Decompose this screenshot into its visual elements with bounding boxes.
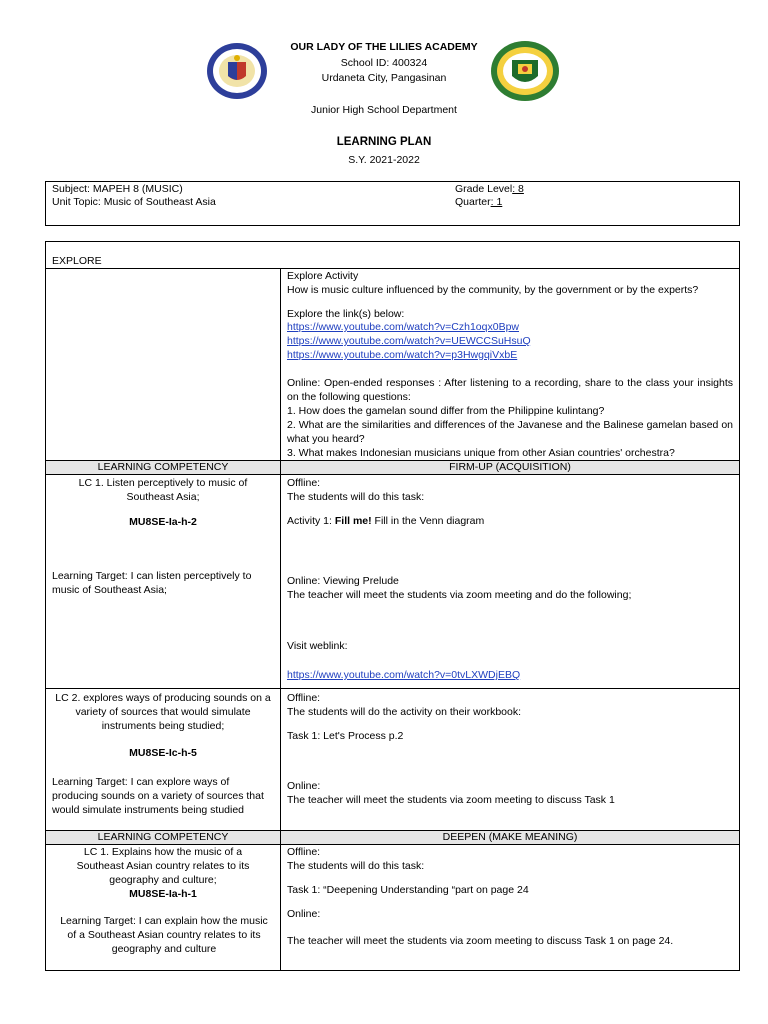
row-divider: [45, 268, 740, 269]
firmup-lc-header: LEARNING COMPETENCY: [97, 461, 229, 473]
deepen-task: The students will do this task:: [287, 860, 425, 872]
firmup-lc2-target: Learning Target: I can explore ways of producing sounds on a variety of sources that would simulate instruments being studied: [52, 776, 264, 816]
department: Junior High School Department: [311, 104, 457, 116]
deepen-activity: Task 1: “Deepening Understanding “part on page 24: [287, 884, 529, 896]
column-divider: [280, 268, 281, 971]
deepen-lc1-code: MU8SE-Ia-h-1: [129, 888, 197, 900]
firmup-r1-task: The students will do this task:: [287, 491, 425, 503]
firmup-lc1-text: LC 1. Listen perceptively to music of Southeast Asia;: [78, 477, 248, 503]
quarter-value: : 1: [490, 196, 503, 208]
explore-link-2[interactable]: https://www.youtube.com/watch?v=UEWCCSuHsuQ: [287, 335, 531, 347]
firmup-r2-online: Online:: [287, 780, 321, 792]
explore-activity-title: Explore Activity: [287, 270, 359, 282]
school-year: S.Y. 2021-2022: [348, 154, 420, 166]
deepen-lc-header: LEARNING COMPETENCY: [97, 831, 229, 843]
school-id: School ID: 400324: [340, 57, 428, 69]
firmup-r1-teacher: The teacher will meet the students via zoom meeting and do the following;: [287, 589, 632, 601]
unit-topic: Unit Topic: Music of Southeast Asia: [52, 196, 216, 208]
firmup-r2-task: The students will do the activity on their workbook:: [287, 706, 522, 718]
subject: Subject: MAPEH 8 (MUSIC): [52, 183, 183, 195]
deepen-lc1-text: LC 1. Explains how the music of a Southeast Asian country relates to its geography and culture;: [76, 846, 250, 886]
explore-link-1[interactable]: https://www.youtube.com/watch?v=Czh1oqx0Bpw: [287, 321, 519, 333]
firmup-r1-visit: Visit weblink:: [287, 640, 348, 652]
firmup-r1-link[interactable]: https://www.youtube.com/watch?v=0tvLXWDjEBQ: [287, 669, 521, 681]
row-divider: [45, 688, 740, 689]
activity-prefix: Activity 1:: [287, 515, 335, 527]
firmup-lc2-code: MU8SE-Ic-h-5: [129, 747, 197, 759]
deepen-teacher: The teacher will meet the students via zoom meeting to discuss Task 1 on page 24.: [287, 935, 674, 947]
deepen-offline: Offline:: [287, 846, 321, 858]
deepen-header: DEEPEN (MAKE MEANING): [442, 831, 578, 843]
explore-label: EXPLORE: [52, 255, 102, 267]
firmup-lc1-code: MU8SE-Ia-h-2: [129, 516, 197, 528]
plan-title: LEARNING PLAN: [336, 136, 432, 148]
deepen-online: Online:: [287, 908, 321, 920]
quarter: [455, 195, 502, 209]
school-name: OUR LADY OF THE LILIES ACADEMY: [290, 41, 478, 53]
activity-suffix: Fill in the Venn diagram: [371, 515, 485, 527]
grade-value: : 8: [512, 183, 524, 195]
deepen-lc1-target: Learning Target: I can explain how the music of a Southeast Asian country relates to its geography and culture: [60, 915, 268, 955]
firmup-r2-activity: Task 1: Let's Process p.2: [287, 730, 404, 742]
school-city: Urdaneta City, Pangasinan: [321, 72, 447, 84]
explore-q2: 2. What are the similarities and differences of the Javanese and the Balinese gamelan based on what you heard?: [287, 419, 733, 445]
firmup-r1-offline: Offline:: [287, 477, 321, 489]
row-divider: [45, 474, 740, 475]
explore-q3: 3. What makes Indonesian musicians unique from other Asian countries' orchestra?: [287, 447, 675, 459]
firmup-r2-offline: Offline:: [287, 692, 321, 704]
explore-question: How is music culture influenced by the community, by the government or by the experts?: [287, 284, 699, 296]
firmup-lc2-text: LC 2. explores ways of producing sounds on a variety of sources that would simulate instruments being studied;: [55, 692, 271, 732]
explore-links-intro: Explore the link(s) below:: [287, 308, 405, 320]
explore-link-3[interactable]: https://www.youtube.com/watch?v=p3HwgqiVxbE: [287, 349, 518, 361]
firmup-r1-activity: [287, 514, 484, 528]
firmup-r1-online: Online: Viewing Prelude: [287, 575, 399, 587]
firmup-r2-teacher: The teacher will meet the students via zoom meeting to discuss Task 1: [287, 794, 615, 806]
quarter-label: Quarter: [455, 196, 491, 208]
explore-q1: 1. How does the gamelan sound differ from the Philippine kulintang?: [287, 405, 605, 417]
explore-online-intro: Online: Open-ended responses : After listening to a recording, share to the class your insights on the following questions:: [287, 377, 733, 403]
firmup-lc1-target: Learning Target: I can listen perceptively to music of Southeast Asia;: [52, 570, 252, 596]
firmup-header: FIRM-UP (ACQUISITION): [449, 461, 571, 473]
grade-label: Grade Level: [455, 183, 513, 195]
grade-level: [455, 182, 524, 196]
activity-bold: Fill me!: [334, 515, 372, 527]
